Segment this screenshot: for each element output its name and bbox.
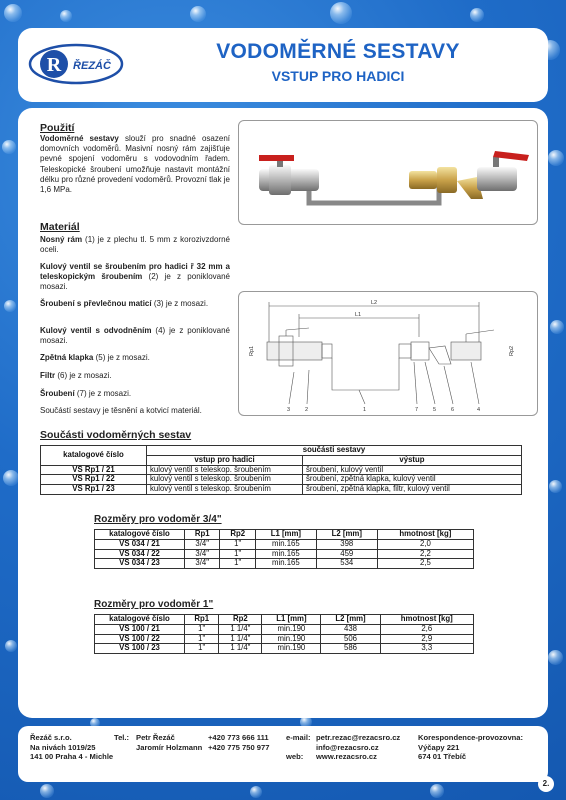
material-item: Šroubení s převlečnou maticí (3) je z mosazi. [40, 299, 209, 308]
technical-drawing [238, 291, 538, 416]
footer [18, 726, 548, 782]
page-number: 2. [538, 776, 554, 792]
parts-table [40, 445, 522, 495]
material-item: Kulový ventil s odvodněním (4) je z poniklované mosazi. [40, 326, 230, 346]
product-photo [238, 120, 538, 225]
material-item: Kulový ventil se šroubením pro hadici ř 32 mm a teleskopickým šroubením (2) je z poniklované mosazi. [40, 262, 231, 292]
drawing-label-l1: L1 [355, 312, 362, 318]
material-item: Nosný rám (1) je z plechu tl. 5 mm z korozivzdorné oceli. [40, 235, 230, 255]
table-row: VS Rp1 / 21 kulový ventil s teleskop. šroubením šroubení, kulový ventil [41, 465, 522, 475]
svg-text:R: R [46, 54, 62, 76]
col-input: vstup pro hadici [147, 455, 303, 465]
usage-title: Použití [40, 122, 75, 134]
page-title: VODOMĚRNÉ SESTAVY [216, 40, 460, 63]
header-card [18, 28, 548, 102]
footer-persons: Petr Řezáč Jaromír Holzmann [136, 733, 203, 752]
drawing-label-l2: L2 [371, 300, 378, 306]
footer-emails[interactable]: petr.rezac@rezacsro.cz info@rezacsro.cz www.rezacsro.cz [316, 733, 401, 762]
dims-1-table: katalogové číslo Rp1 Rp2 L1 [mm] L2 [mm] hmotnost [kg] VS 100 / 21 1" 1 1/4" min.190 438 2,6 VS 100 / 22 1" 1 1/4" min.190 506 2,9 VS 100 / 23 1" 1 1/4" min.190 586 3,3 [94, 614, 474, 654]
col-parts: součásti sestavy [147, 446, 522, 456]
table-row: VS Rp1 / 22 kulový ventil s teleskop. šroubením šroubení, zpětná klapka, kulový ventil [41, 475, 522, 485]
drawing-label-rp1: Rp1 [249, 345, 255, 356]
drawing-label-7: 7 [415, 407, 419, 413]
col-catalog: katalogové číslo [41, 446, 147, 466]
drawing-label-6: 6 [451, 407, 455, 413]
logo-text: ŘEZÁČ [73, 60, 111, 72]
drawing-label-5: 5 [433, 407, 437, 413]
drawing-label-3: 3 [287, 407, 291, 413]
usage-text: Vodoměrné sestavy slouží pro snadné osazení domovních vodoměrů. Masivní nosný rám zajišťuje pevné spojení vodoměru s vodovodním řadem. Teleskopické šroubení umožňuje nastavit montážní délku pro různé provedení vodoměrů. Provozní tlak je 1,6 MPa. [40, 134, 230, 195]
col-output: výstup [303, 455, 522, 465]
footer-tel-label: Tel.: [114, 733, 130, 742]
footer-phones: +420 773 666 111 +420 775 750 977 [208, 733, 270, 752]
footer-branch: Korespondence-provozovna: Výčapy 221 674 01 Třebíč [418, 733, 524, 762]
page-subtitle: VSTUP PRO HADICI [271, 68, 405, 84]
parts-title: Součásti vodoměrných sestav [40, 429, 192, 441]
footer-company: Řezáč s.r.o. Na nivách 1019/25 141 00 Praha 4 - Michle [30, 733, 114, 762]
table-row: VS 100 / 23 1" 1 1/4" min.190 586 3,3 [95, 644, 474, 654]
drawing-label-4: 4 [477, 407, 481, 413]
material-item: Šroubení (7) je z mosazi. [40, 389, 132, 398]
dims-1-title: Rozměry pro vodoměr 1" [94, 599, 214, 610]
table-row: VS 100 / 21 1" 1 1/4" min.190 438 2,6 [95, 624, 474, 634]
table-row: VS Rp1 / 23 kulový ventil s teleskop. šroubením šroubení, zpětná klapka, filtr, kulový ventil [41, 485, 522, 495]
material-title: Materiál [40, 221, 80, 233]
drawing-label-rp2: Rp2 [509, 345, 515, 356]
dims-34-table: katalogové číslo Rp1 Rp2 L1 [mm] L2 [mm] hmotnost [kg] VS 034 / 21 3/4" 1" min.165 398 2,0 VS 034 / 22 3/4" 1" min.165 459 2,2 VS 034 / 23 3/4" 1" min.165 534 2,5 [94, 529, 474, 569]
table-row: VS 034 / 23 3/4" 1" min.165 534 2,5 [95, 559, 474, 569]
drawing-label-1: 1 [363, 407, 367, 413]
table-row: VS 100 / 22 1" 1 1/4" min.190 506 2,9 [95, 634, 474, 644]
material-item: Součástí sestavy je těsnění a kotvicí materiál. [40, 406, 202, 415]
material-item: Filtr (6) je z mosazi. [40, 371, 112, 380]
content-card [18, 108, 548, 718]
drawing-label-2: 2 [305, 407, 309, 413]
footer-web-label: web: [286, 752, 304, 761]
material-item: Zpětná klapka (5) je z mosazi. [40, 353, 150, 362]
dims-34-title: Rozměry pro vodoměr 3/4" [94, 514, 222, 525]
table-row: VS 034 / 21 3/4" 1" min.165 398 2,0 [95, 539, 474, 549]
company-logo [28, 42, 124, 86]
table-row: VS 034 / 22 3/4" 1" min.165 459 2,2 [95, 549, 474, 559]
footer-email-label: e-mail: [286, 733, 311, 742]
